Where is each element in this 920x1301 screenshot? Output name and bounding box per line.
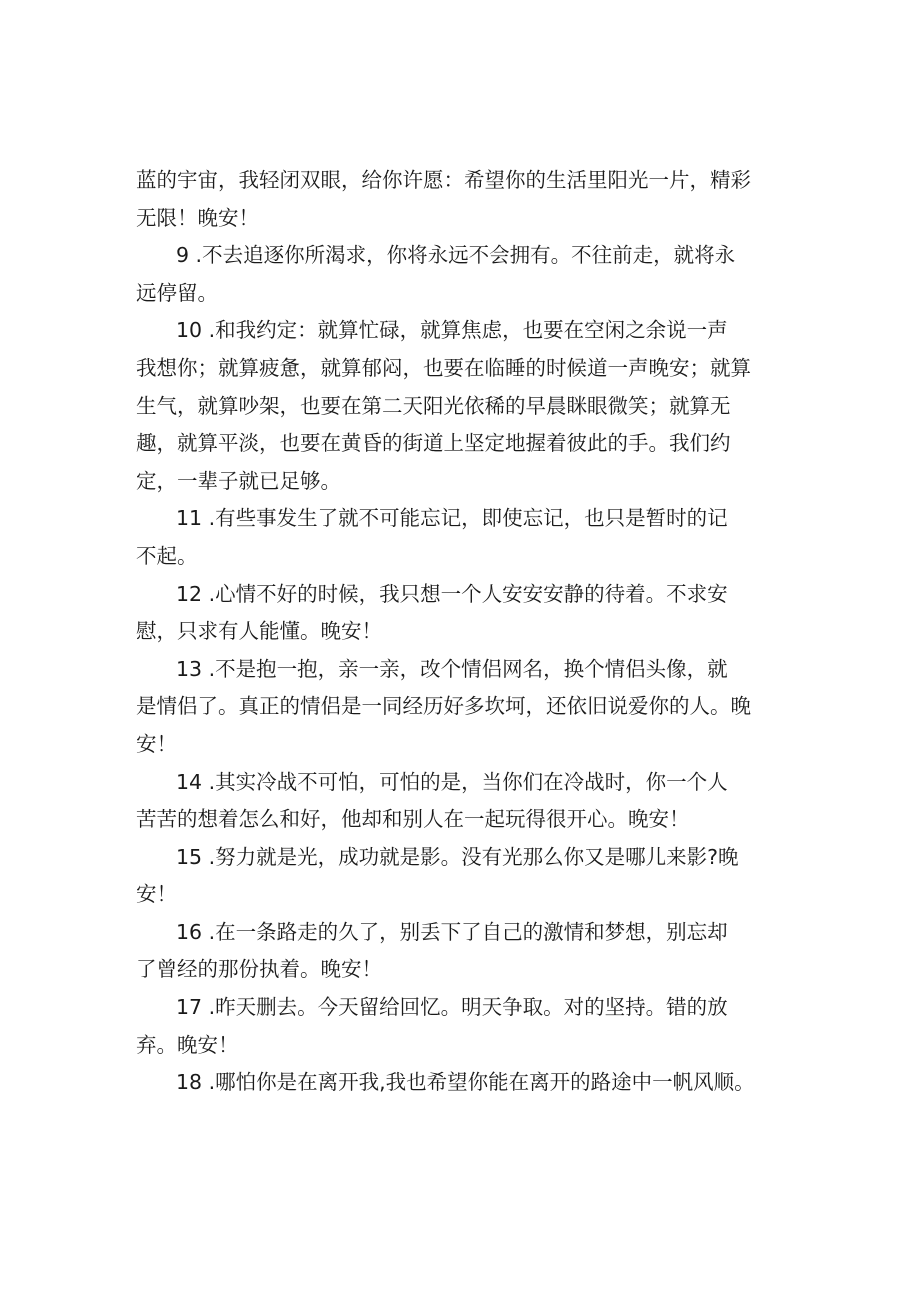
paragraph-10-start: 10 .和我约定：就算忙碌，就算焦虑，也要在空闲之余说一声 (176, 318, 728, 343)
paragraph-15-start: 15 .努力就是光，成功就是影。没有光那么你又是哪儿来影?晚 (176, 844, 739, 869)
paragraph-14-start: 14 .其实冷战不可怕，可怕的是，当你们在冷战时，你一个人 (176, 769, 728, 794)
text-line: 蓝的宇宙，我轻闭双眼，给你许愿：希望你的生活里阳光一片，精彩 (136, 168, 751, 192)
paragraph-16-start: 16 .在一条路走的久了，别丢下了自己的激情和梦想，别忘却 (176, 919, 728, 944)
paragraph-9-start: 9 .不去追逐你所渴求，你将永远不会拥有。不往前走，就将永 (176, 243, 736, 268)
text-line: 生气，就算吵架，也要在第二天阳光依稀的早晨眯眼微笑；就算无 (136, 393, 731, 418)
text-line: 安！ (136, 882, 177, 907)
text-line: 我想你；就算疲惫，就算郁闷，也要在临睡的时候道一声晚安；就算 (136, 355, 751, 380)
paragraph-11-start: 11 .有些事发生了就不可能忘记，即使忘记，也只是暂时的记 (176, 506, 728, 531)
text-line: 慰，只求有人能懂。晚安！ (136, 619, 382, 644)
text-line: 了曾经的那份执着。晚安！ (136, 957, 382, 982)
text-line: 远停留。 (136, 280, 218, 305)
text-line: 安！ (136, 731, 177, 756)
paragraph-18-start: 18 .哪怕你是在离开我,我也希望你能在离开的路途中一帆风顺。 (176, 1070, 755, 1095)
text-line: 定，一辈子就已足够。 (136, 468, 341, 493)
text-line: 苦苦的想着怎么和好，他却和别人在一起玩得很开心。晚安！ (136, 807, 690, 832)
text-line: 无限！晚安！ (136, 205, 259, 230)
text-line: 是情侣了。真正的情侣是一同经历好多坎坷，还依旧说爱你的人。晚 (136, 694, 751, 719)
text-line: 弃。晚安！ (136, 1032, 239, 1057)
paragraph-17-start: 17 .昨天删去。今天留给回忆。明天争取。对的坚持。错的放 (176, 995, 728, 1020)
document-body (136, 162, 786, 1102)
paragraph-12-start: 12 .心情不好的时候，我只想一个人安安安静的待着。不求安 (176, 581, 728, 606)
text-line: 趣，就算平淡，也要在黄昏的街道上坚定地握着彼此的手。我们约 (136, 431, 731, 456)
paragraph-13-start: 13 .不是抱一抱，亲一亲，改个情侣网名，换个情侣头像，就 (176, 656, 728, 681)
text-line: 不起。 (136, 543, 198, 568)
